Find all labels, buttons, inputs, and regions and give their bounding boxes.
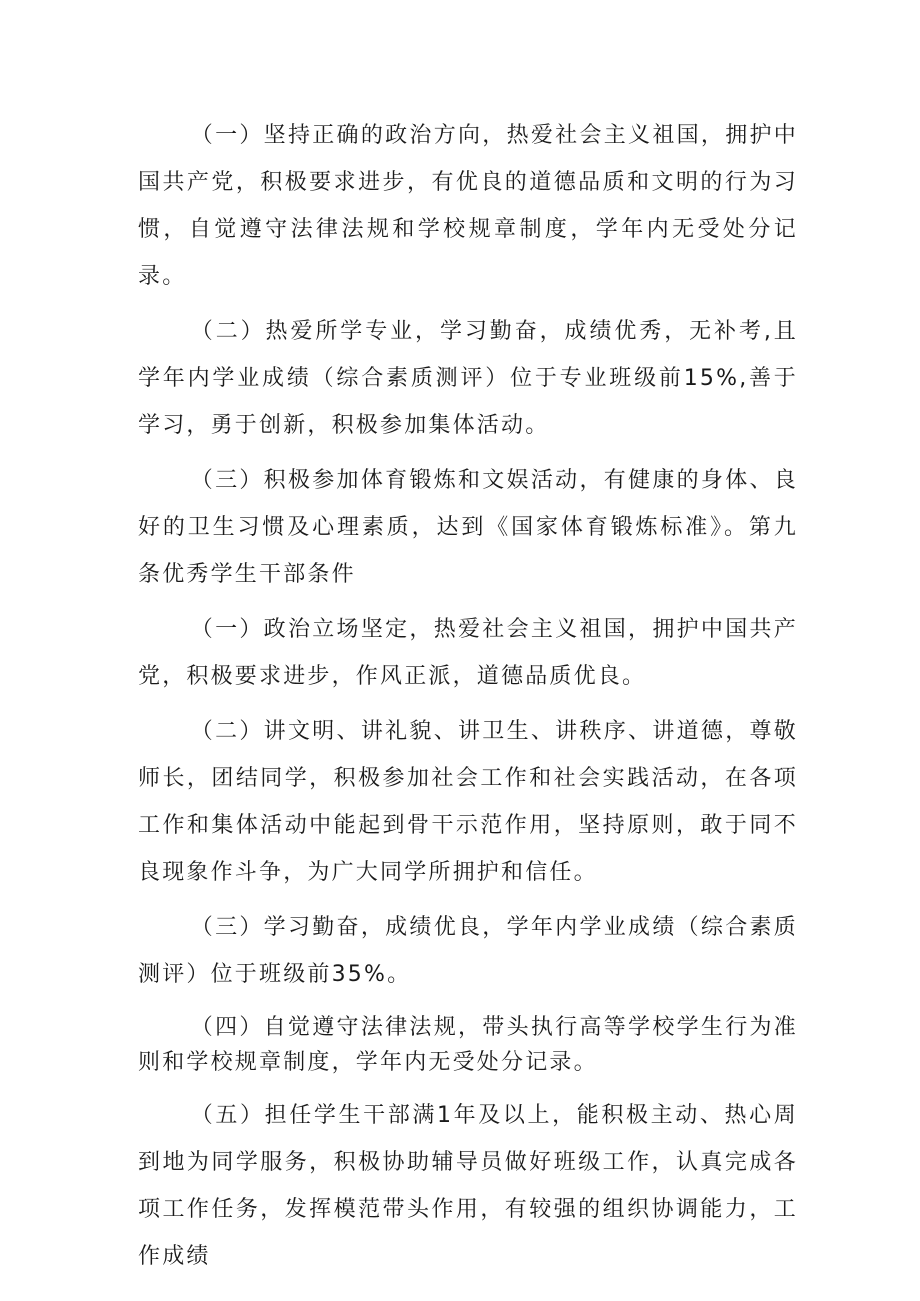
paragraph-cadre-law: （四）自觉遵守法律法规，带头执行高等学校学生行为准则和学校规章制度，学年内无受处分记录。 bbox=[138, 1015, 798, 1075]
document-page bbox=[138, 112, 798, 1288]
paragraph-cadre-service: （五）担任学生干部满1年及以上，能积极主动、热心周到地为同学服务，积极协助辅导员做好班级工作，认真完成各项工作任务，发挥模范带头作用，有较强的组织协调能力，工作成绩 bbox=[138, 1103, 798, 1269]
paragraph-political-direction: （一）坚持正确的政治方向，热爱社会主义祖国，拥护中国共产党，积极要求进步，有优良的道德品质和文明的行为习惯，自觉遵守法律法规和学校规章制度，学年内无受处分记录。 bbox=[138, 123, 798, 289]
paragraph-cadre-study: （三）学习勤奋，成绩优良，学年内学业成绩（综合素质测评）位于班级前35%。 bbox=[138, 915, 798, 987]
paragraph-cadre-civility: （二）讲文明、讲礼貌、讲卫生、讲秩序、讲道德，尊敬师长，团结同学，积极参加社会工作和社会实践活动，在各项工作和集体活动中能起到骨干示范作用，坚持原则，敢于同不良现象作斗争，为广大同学所拥护和信任。 bbox=[138, 719, 798, 885]
paragraph-cadre-political: （一）政治立场坚定，热爱社会主义祖国，拥护中国共产党，积极要求进步，作风正派，道德品质优良。 bbox=[138, 617, 798, 689]
paragraph-study-major: （二）热爱所学专业，学习勤奋，成绩优秀，无补考,且学年内学业成绩（综合素质测评）位于专业班级前15%,善于学习，勇于创新，积极参加集体活动。 bbox=[138, 319, 798, 438]
paragraph-sports-health: （三）积极参加体育锻炼和文娱活动，有健康的身体、良好的卫生习惯及心理素质，达到《国家体育锻炼标准》。第九条优秀学生干部条件 bbox=[138, 468, 798, 587]
